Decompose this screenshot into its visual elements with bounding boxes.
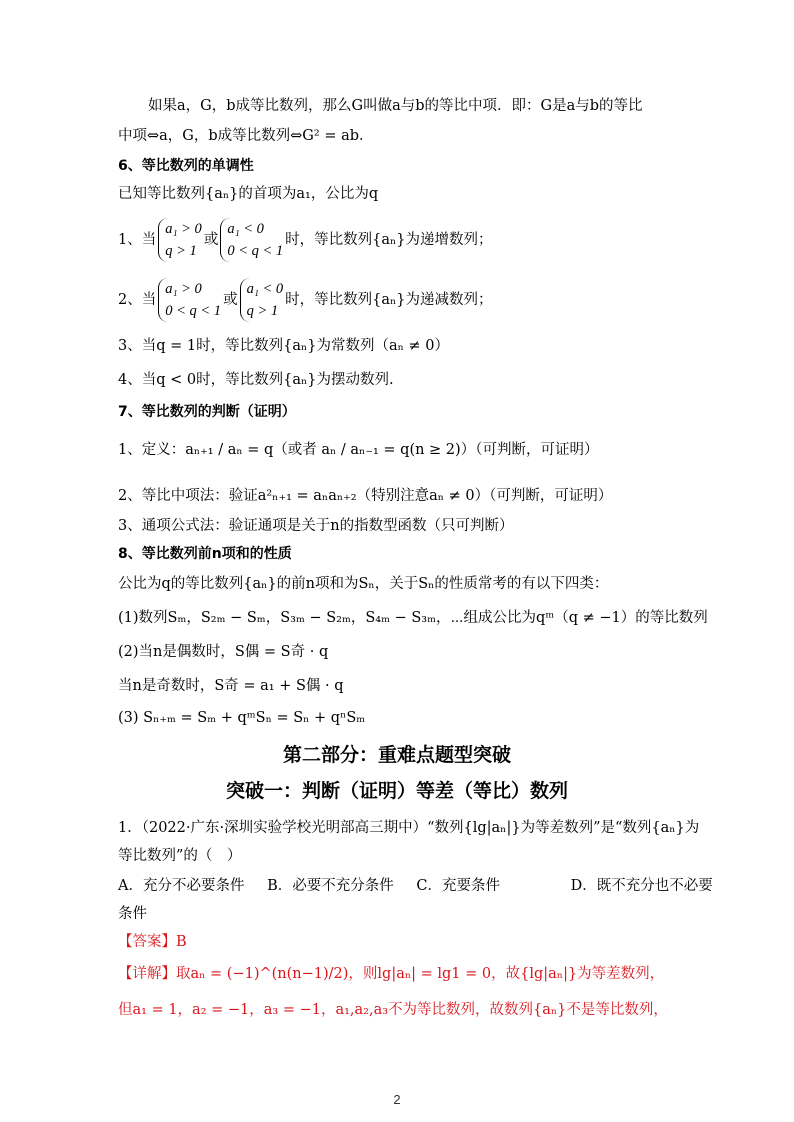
or-text: 或: [223, 292, 238, 308]
condition-brace: [158, 278, 221, 322]
cond-bot: q > 1: [246, 303, 279, 319]
or-text: 或: [203, 232, 219, 248]
option-d: D．既不充分也不必要: [570, 878, 713, 894]
text-line: 4、当q < 0时，等比数列{aₙ}为摆动数列.: [118, 372, 394, 388]
options-row: [118, 876, 713, 896]
detail-line: 【详解】取aₙ = (−1)^(n(n−1)/2)，则lg|aₙ| = lg1 = 0，故{lg|aₙ|}为等差数列，: [118, 966, 665, 982]
text-line: 3、通项公式法：验证通项是关于n的指数型函数（只可判断）: [118, 518, 514, 534]
cond-top: a₁ < 0: [227, 221, 264, 237]
text-line: 3、当q = 1时，等比数列{aₙ}为常数列（aₙ ≠ 0）: [118, 338, 449, 354]
text-line: 中项⇔a，G，b成等比数列⇔G² = ab．: [118, 128, 374, 144]
cond-bot: q > 1: [165, 243, 197, 259]
section-heading-6: 6、等比数列的单调性: [118, 158, 254, 174]
detail-line: 但a₁ = 1，a₂ = −1，a₃ = −1，a₁,a₂,a₃不为等比数列，故数列{aₙ}不是等比数列，: [118, 1002, 668, 1018]
cond-bot: 0 < q < 1: [227, 243, 284, 259]
text-line: (2)当n是偶数时，S偶 = S奇 · q: [118, 644, 329, 660]
label: 时，等比数列{aₙ}为递增数列；: [285, 232, 493, 248]
text-line: (3) Sₙ₊ₘ = Sₘ + qᵐSₙ = Sₙ + qⁿSₘ: [118, 710, 366, 726]
text-line: 已知等比数列{aₙ}的首项为a₁，公比为q: [118, 186, 379, 202]
question-line: 等比数列”的（ ）: [118, 848, 242, 864]
text-line: 1、定义：aₙ₊₁ / aₙ = q（或者 aₙ / aₙ₋₁ = q(n ≥ 2)）（可判断，可证明）: [118, 442, 599, 458]
monotonic-decreasing: [118, 278, 674, 322]
page-number: 2: [393, 1092, 401, 1107]
text-line: (1)数列Sₘ，S₂ₘ − Sₘ，S₃ₘ − S₂ₘ，S₄ₘ − S₃ₘ，⋯组成公比为qᵐ（q ≠ −1）的等比数列: [118, 610, 708, 626]
breakthrough-title: 突破一：判断（证明）等差（等比）数列: [225, 780, 568, 802]
question-line: 1．（2022·广东·深圳实验学校光明部高三期中）“数列{lg|aₙ|}为等差数列”是“数列{aₙ}为: [118, 820, 700, 836]
label: 2、当: [118, 292, 157, 308]
option-c: C．充要条件: [416, 878, 500, 894]
text-line: 公比为q的等比数列{aₙ}的前n项和为Sₙ，关于Sₙ的性质常考的有以下四类：: [118, 576, 609, 592]
monotonic-increasing: [118, 218, 674, 262]
cond-top: a₁ > 0: [165, 221, 202, 237]
text-line: 如果a，G，b成等比数列，那么G叫做a与b的等比中项．即：G是a与b的等比: [148, 98, 643, 114]
condition-brace: [240, 278, 284, 322]
cond-bot: 0 < q < 1: [165, 303, 222, 319]
option-d-cont: 条件: [118, 906, 147, 922]
label: 时，等比数列{aₙ}为递减数列；: [285, 292, 493, 308]
section-heading-7: 7、等比数列的判断（证明）: [118, 404, 296, 420]
cond-top: a₁ < 0: [246, 281, 284, 297]
text-line: 当n是奇数时，S奇 = a₁ + S偶 · q: [118, 678, 344, 694]
part-title: 第二部分：重难点题型突破: [282, 744, 511, 766]
condition-brace: [220, 218, 283, 262]
cond-top: a₁ > 0: [165, 281, 202, 297]
option-a: A．充分不必要条件: [118, 878, 245, 894]
option-b: B．必要不充分条件: [267, 878, 394, 894]
condition-brace: [158, 218, 202, 262]
answer: 【答案】B: [118, 934, 187, 950]
label: 1、当: [118, 232, 157, 248]
text-line: 2、等比中项法：验证a²ₙ₊₁ = aₙaₙ₊₂（特别注意aₙ ≠ 0）（可判断，可证明）: [118, 488, 613, 504]
section-heading-8: 8、等比数列前n项和的性质: [118, 546, 292, 562]
